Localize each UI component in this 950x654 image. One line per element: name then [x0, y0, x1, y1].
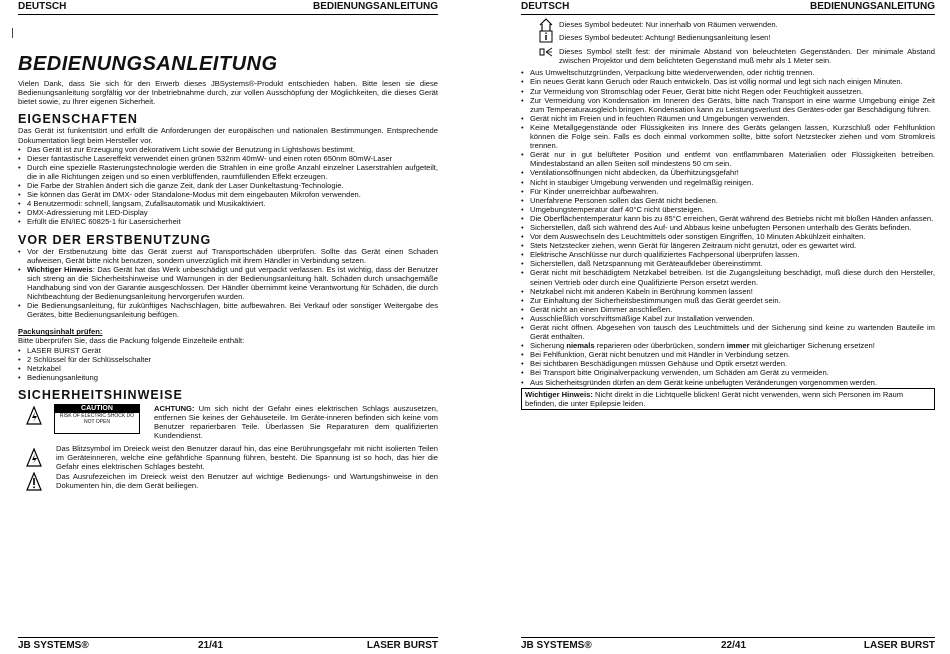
fuse-never: niemals	[566, 341, 595, 351]
list-item: • Aus Umweltschutzgründen, Verpackung bitte wiederverwenden, oder richtig trennen.	[521, 68, 935, 77]
list-item: • Gerät nicht an einen Dimmer anschließen.	[521, 305, 935, 314]
eigenschaften-text: Das Gerät ist funkentstört und erfüllt die Anforderungen der europäischen und nationalen Bestimmungen. Entsprechende Dokumentation liegt beim Hersteller vor.	[18, 126, 438, 145]
left-page	[0, 0, 440, 654]
footer-page-number: 21/41	[198, 640, 224, 651]
list-item: • Die Bedienungsanleitung, für zukünftiges Nachschlagen, bitte aufbewahren. Bei Verkauf oder sonstiger Weitergabe des Gerätes, bitte Bedienungsanleitung beifügen.	[18, 301, 438, 319]
lightning-triangle-icon	[26, 448, 42, 468]
list-item: • Zur Vermeidung von Kondensation im Inneren des Geräts, bitte nach Transport in eine warme Umgebung einige Zeit zum Temperaturausgleich bringen. Kondensation kann zu Leistungsverlust des Gerätes-oder gar Beschädigung führen.	[521, 96, 935, 114]
text-cursor	[12, 28, 13, 38]
footer-product: LASER BURST	[863, 640, 935, 651]
list-item: • Gerät nicht öffnen. Abgesehen von tausch des Leuchtmittels und der Sicherung sind keine zu wartenden Bauteile im Gerät enthalten.	[521, 323, 935, 341]
list-item	[18, 265, 438, 301]
right-content	[521, 20, 935, 410]
package-text: Bitte überprüfen Sie, dass die Packung folgende Einzelteile enthält:	[18, 336, 245, 346]
footer-page-number: 22/41	[721, 640, 747, 651]
important-note-label: Wichtiger Hinweis	[27, 264, 93, 274]
footer-brand: JB SYSTEMS®	[521, 640, 592, 651]
list-item: • Elektrische Anschlüsse nur durch qualifiziertes Fachpersonal überprüfen lassen.	[521, 250, 935, 259]
caution-row	[18, 404, 438, 441]
symbol-row-indoor	[521, 20, 935, 29]
header-title: BEDIENUNGSANLEITUNG	[809, 1, 935, 12]
header-language: DEUTSCH	[521, 1, 570, 12]
achtung-label: ACHTUNG:	[154, 404, 195, 413]
hint-text: Nicht direkt in die Lichtquelle blicken! Gerät nicht verwenden, wenn sich Personen im Raum befinden, die unter Epilepsie leiden.	[525, 389, 904, 408]
right-header	[521, 0, 935, 15]
main-title: BEDIENUNGSANLEITUNG	[18, 53, 278, 75]
right-page	[515, 0, 935, 654]
lightning-triangle-icon	[26, 406, 42, 426]
list-item: • Sicherstellen, daß sich während des Auf- und Abbaus keine unbefugten Personen unterhalb des Geräts befinden.	[521, 223, 935, 232]
list-item: • DMX-Adressierung mit LED-Display	[18, 208, 438, 217]
symbol-distance-text: Dieses Symbol stellt fest: der minimale Abstand von beleuchteten Gegenständen. Der minimale Abstand zwischen Projektor und dem belichteten Gegenstand muß mehr als 1 Meter sein.	[559, 47, 935, 66]
eigenschaften-list	[18, 145, 438, 227]
package-list	[18, 346, 438, 382]
list-item: • Stets Netzstecker ziehen, wenn Gerät für längeren Zeitraum nicht genutzt, oder es gewartet wird.	[521, 241, 935, 250]
section-title-eigenschaften: EIGENSCHAFTEN	[18, 112, 138, 127]
list-item: • 2 Schlüssel für der Schlüsselschalter	[18, 355, 438, 364]
list-item: • Sie können das Gerät im DMX- oder Standalone-Modus mit dem eingebauten Mikrofon verwenden.	[18, 190, 438, 199]
caution-subtext: RISK OF ELECTRIC SHOCK DO NOT OPEN	[59, 413, 135, 425]
important-note-text: : Das Gerät hat das Werk unbeschädigt und gut verpackt verlassen. Es ist wichtig, dass der Benutzer sich streng an die Sicherheitshinweise und Warnungen in der Bedienungsanleitung hält. Schäden durch unsachgemäße Handhabung sind von der Garantie ausgeschlossen. Der Händler übernimmt keine Verantwortung für Schäden, die durch Nichtbeachtung der Bedienungsanleitung hervorgerufen wurden.	[27, 264, 438, 302]
list-item: • Durch eine spezielle Rasterungstechnologie werden die Strahlen in eine große Anzahl einzelner Laserstrahlen aufgeteilt, die in alle Richtungen zeigen und so einen verblüffenden, raumfüllenden Effekt erzeugen.	[18, 163, 438, 181]
header-title: BEDIENUNGSANLEITUNG	[312, 1, 438, 12]
list-item: • Ein neues Gerät kann Geruch oder Rauch entwickeln. Das ist völlig normal und legt sich nach einigen Minuten.	[521, 77, 935, 86]
left-header	[18, 0, 438, 15]
caution-label	[54, 404, 140, 434]
exclamation-row	[18, 472, 438, 490]
list-item: • Für Kinder unerreichbar aufbewahren.	[521, 187, 935, 196]
exclamation-triangle-icon	[26, 472, 42, 492]
intro-paragraph: Vielen Dank, dass Sie sich für den Erwerb dieses JBSystems®-Produkt entschieden haben. Bitte lesen sie diese Bedienungsanleitung sorgfältig vor der Inbetriebnahme durch, zur vollen Ausschöpfung der Möglichkeiten, die dieses Gerät bietet sowie, zu Ihrer eigenen Sicherheit.	[18, 79, 438, 107]
list-item: • Dieser fantastische Lasereffekt verwendet einen grünen 532nm 40mW- und einen roten 650nm 80mW-Laser	[18, 154, 438, 163]
list-item: • Unerfahrene Personen sollen das Gerät nicht bedienen.	[521, 196, 935, 205]
package-title: Packungsinhalt prüfen:	[18, 327, 103, 337]
lightning-row	[18, 444, 438, 471]
list-item: • Gerät nicht im Freien und in feuchten Räumen und Umgebungen verwenden.	[521, 114, 935, 123]
safety-list	[521, 68, 935, 386]
important-hint-box	[521, 388, 935, 410]
achtung-text	[154, 404, 438, 440]
list-item: • Vor der Erstbenutzung bitte das Gerät zuerst auf Transportschäden überprüfen. Sollte das Gerät einen Schaden aufweisen, Gerät bitte nicht benutzen, sondern unverzüglich mit ihrem Händler in Verbindung setzen.	[18, 247, 438, 265]
list-item: • Netzkabel	[18, 364, 438, 373]
list-item: • Gerät nur in gut belüfteter Position und entfernt von entflammbaren Materialien oder Flüssigkeiten betreiben. Mindestabstand an allen Seiten soll mindestens 50 cm sein.	[521, 150, 935, 168]
symbol-indoor-text: Dieses Symbol bedeutet: Nur innerhalb von Räumen verwenden.	[559, 20, 778, 29]
list-item: • Keine Metallgegenstände oder Flüssigkeiten ins Innere des Geräts gelangen lassen, Kurzschluß oder Fehlfunktion können die Folge sein. Falls es doch einmal vorkommen sollte, bitte sofort Netzstecker ziehen und vom Stromkreis trennen.	[521, 123, 935, 150]
list-item: • LASER BURST Gerät	[18, 346, 438, 355]
header-language: DEUTSCH	[18, 1, 67, 12]
read-manual-icon	[539, 30, 553, 43]
list-item: • Bedienungsanleitung	[18, 373, 438, 382]
achtung-body: Um sich nicht der Gefahr eines elektrischen Schlags auszusetzen, entfernen Sie keines der Gehäuseteile. Im Geräte-inneren befinden sich keine vom Benutzer reparierbaren Teile. Überlassen Sie Reparaturen dem qualifizierten Kundendienst.	[154, 404, 438, 441]
caution-word: CAUTION	[55, 405, 139, 413]
list-item: • Vor dem Auswechseln des Leuchtmittels oder sonstigen Eingriffen, 10 Minuten Abkühlzeit einhalten.	[521, 232, 935, 241]
left-content	[18, 22, 438, 490]
section-title-sicherheit: SICHERHEITSHINWEISE	[18, 387, 183, 402]
list-item: • Bei Transport bitte Originalverpackung verwenden, um Schäden am Gerät zu vermeiden.	[521, 368, 935, 377]
symbol-manual-text: Dieses Symbol bedeutet: Achtung! Bedienungsanleitung lesen!	[559, 33, 771, 43]
list-item: • Nicht in staubiger Umgebung verwenden und regelmäßig reinigen.	[521, 178, 935, 187]
min-distance-icon	[539, 47, 553, 57]
footer-brand: JB SYSTEMS®	[18, 640, 89, 651]
lightning-text: Das Blitzsymbol im Dreieck weist den Benutzer darauf hin, das eine Berührungsgefahr mit nicht isolierten Teilen im Geräteinneren, welche eine gefährliche Spannung führen, besteht. Die Spannung ist so hoch, das hier die Gefahr eines elektrischen Schlages besteht.	[56, 444, 438, 472]
footer-product: LASER BURST	[366, 640, 438, 651]
list-item: • Umgebungstemperatur darf 40°C nicht übersteigen.	[521, 205, 935, 214]
symbol-row-distance	[521, 47, 935, 65]
list-item: • Zur Vermeidung von Stromschlag oder Feuer, Gerät bitte nicht Regen oder Feuchtigkeit aussetzen.	[521, 87, 935, 96]
fuse-text-a: Sicherung	[530, 341, 567, 351]
symbol-row-manual	[521, 33, 935, 42]
fuse-always: immer	[726, 341, 750, 351]
section-title-erstbenutzung: VOR DER ERSTBENUTZUNG	[18, 232, 212, 247]
right-footer	[521, 637, 935, 651]
safety-block	[18, 404, 438, 490]
list-item: • Erfüllt die EN/IEC 60825-1 für Lasersicherheit	[18, 217, 438, 226]
list-item	[521, 341, 935, 350]
erstbenutzung-list	[18, 247, 438, 320]
list-item: • Die Oberflächentemperatur kann bis zu 85°C erreichen, Gerät während des Betriebs nicht mit bloßen Händen anfassen.	[521, 214, 935, 223]
list-item: • Zur Einhaltung der Sicherheitsbestimmungen muß das Gerät geerdet sein.	[521, 296, 935, 305]
list-item: • Ventilationsöffnungen nicht abdecken, da Überhitzungsgefahr!	[521, 168, 935, 177]
exclamation-text: Das Ausrufezeichen im Dreieck weist den Benutzer auf wichtige Bedienungs- und Wartungshinweise in den Dokumenten hin, die dem Gerät beiliegen.	[56, 472, 438, 491]
list-item: • Bei sichtbaren Beschädigungen müssen Gehäuse und Optik ersetzt werden.	[521, 359, 935, 368]
list-item: • Aus Sicherheitsgründen dürfen an dem Gerät keine unbefugten Veränderungen vorgenommen werden.	[521, 378, 935, 387]
list-item: • Ausschließlich vorschriftsmäßige Kabel zur Installation verwenden.	[521, 314, 935, 323]
list-item: • Die Farbe der Strahlen ändert sich die ganze Zeit, dank der Laser Dunkeltastung-Technologie.	[18, 181, 438, 190]
list-item: • Gerät nicht mit beschädigtem Netzkabel betreiben. Ist die Zugangsleitung beschädigt, muß diese durch den Hersteller, seinen Vertrieb oder durch eine Qualifizierte Person ersetzt werden.	[521, 268, 935, 286]
list-item: • 4 Benutzermodi: schnell, langsam, Zufallsautomatik und Musikaktiviert.	[18, 199, 438, 208]
hint-label: Wichtiger Hinweis:	[525, 389, 593, 399]
left-footer	[18, 637, 438, 651]
list-item: • Sicherstellen, daß Netzspannung mit Geräteaufkleber übereinstimmt.	[521, 259, 935, 268]
fuse-text-e: mit gleichartiger Sicherung ersetzen!	[749, 341, 875, 351]
list-item: • Netzkabel nicht mit anderen Kabeln in Berührung kommen lassen!	[521, 287, 935, 296]
list-item: • Bei Fehlfunktion, Gerät nicht benutzen und mit Händler in Verbindung setzen.	[521, 350, 935, 359]
fuse-text-c: reparieren oder überbrücken, sondern	[594, 341, 727, 351]
list-item: • Das Gerät ist zur Erzeugung von dekorativem Licht sowie der Benutzung in Lightshows bestimmt.	[18, 145, 438, 154]
